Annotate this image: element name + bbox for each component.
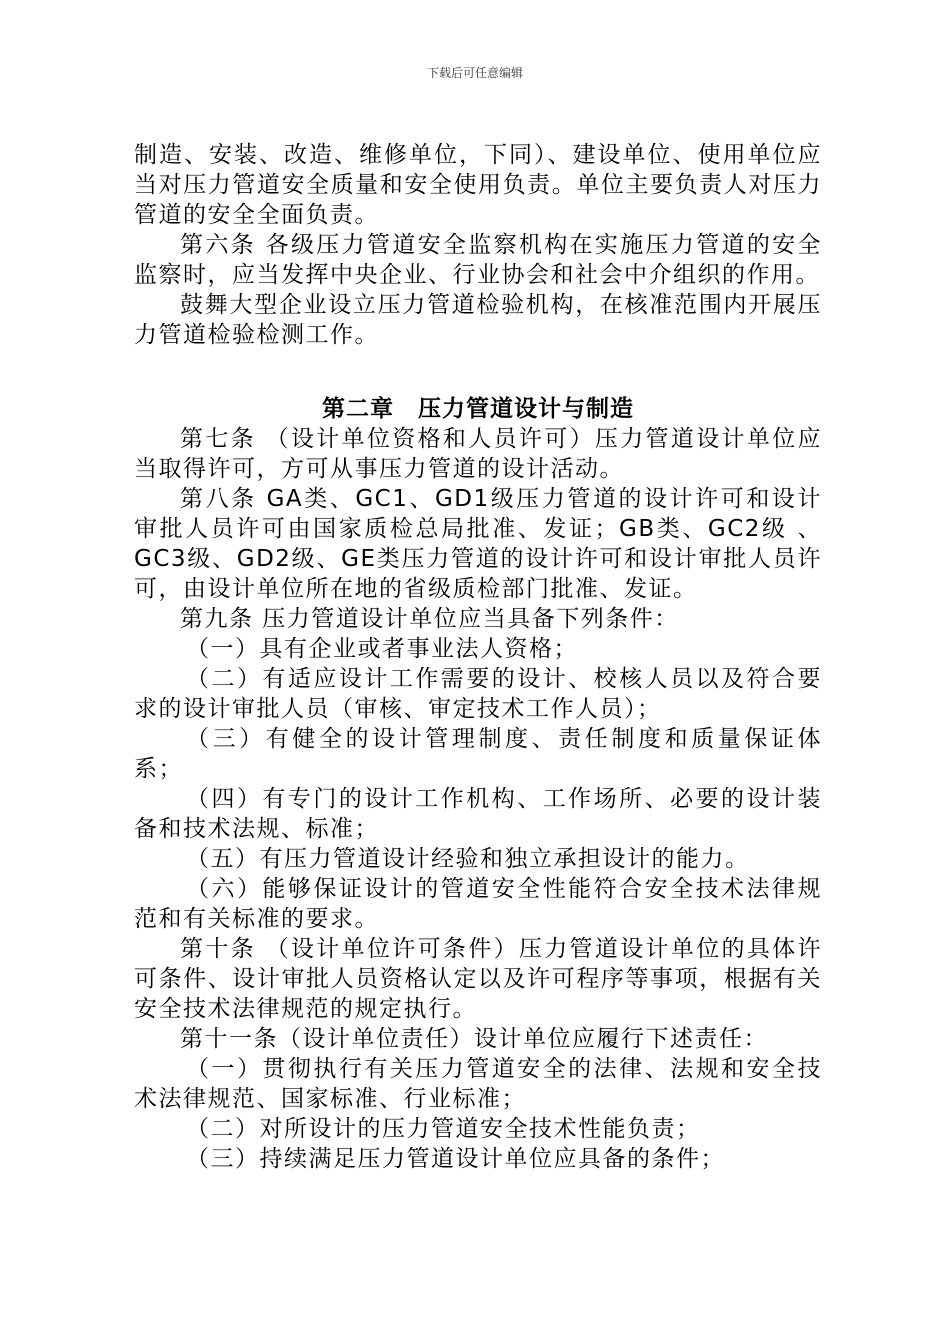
- article-11-item-1: （一）贯彻执行有关压力管道安全的法律、法规和安全技术法律规范、国家标准、行业标准；: [134, 1056, 822, 1112]
- document-body: [134, 140, 822, 1174]
- article-11-item-3: （三）持续满足压力管道设计单位应具备的条件；: [186, 1146, 725, 1172]
- article-9-item-1: （一）具有企业或者事业法人资格；: [186, 636, 578, 662]
- article-9-item-4: （四）有专门的设计工作机构、工作场所、必要的设计装备和技术法规、标准；: [134, 786, 822, 842]
- article-10: 第十条 （设计单位许可条件）压力管道设计单位的具体许可条件、设计审批人员资格认定以及许可程序等事项，根据有关安全技术法律规范的规定执行。: [134, 936, 822, 1022]
- article-9-item-2: （二）有适应设计工作需要的设计、校核人员以及符合要求的设计审批人员（审核、审定技术工作人员）；: [134, 666, 822, 722]
- article-6: 第六条 各级压力管道安全监察机构在实施压力管道的安全监察时，应当发挥中央企业、行业协会和社会中介组织的作用。: [134, 232, 822, 288]
- article-8: 第八条 GA类、GC1、GD1级压力管道的设计许可和设计审批人员许可由国家质检总局批准、发证；GB类、GC2级 、GC3级、GD2级、GE类压力管道的设计许可和设计审批人员许可，由设计单位所在地的省级质检部门批准、发证。: [134, 486, 822, 602]
- article-9-item-3: （三）有健全的设计管理制度、责任制度和质量保证体系；: [134, 726, 822, 782]
- article-9: 第九条 压力管道设计单位应当具备下列条件：: [180, 606, 679, 632]
- article-9-item-6: （六）能够保证设计的管道安全性能符合安全技术法律规范和有关标准的要求。: [134, 876, 822, 932]
- article-9-item-5: （五）有压力管道设计经验和独立承担设计的能力。: [186, 846, 750, 872]
- article-7: 第七条 （设计单位资格和人员许可）压力管道设计单位应当取得许可，方可从事压力管道的设计活动。: [134, 426, 822, 482]
- paragraph-continuation: 制造、安装、改造、维修单位，下同）、建设单位、使用单位应当对压力管道安全质量和安全使用负责。单位主要负责人对压力管道的安全全面负责。: [134, 142, 822, 228]
- chapter-title: 第二章 压力管道设计与制造: [322, 396, 634, 422]
- article-11: 第十一条（设计单位责任）设计单位应履行下述责任：: [180, 1026, 768, 1052]
- article-11-item-2: （二）对所设计的压力管道安全技术性能负责；: [186, 1116, 701, 1142]
- page-header: 下载后可任意编辑: [426, 66, 523, 80]
- paragraph-encourage: 鼓舞大型企业设立压力管道检验机构，在核准范围内开展压力管道检验检测工作。: [134, 292, 822, 348]
